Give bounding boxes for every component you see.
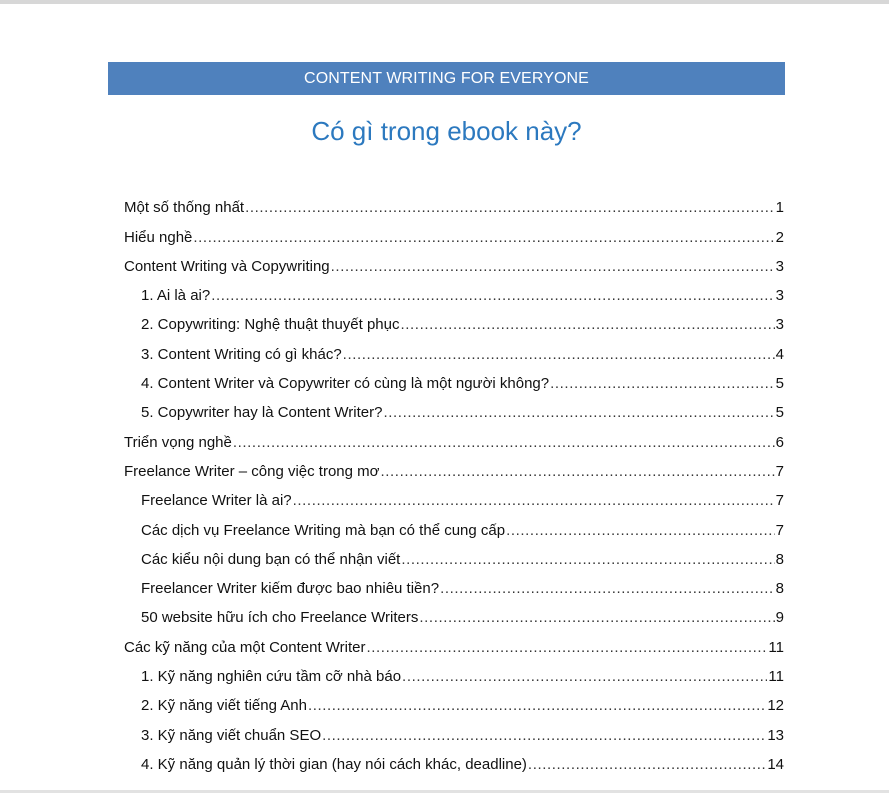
toc-entry-page: 5 [775, 404, 784, 422]
toc-entry-page: 4 [775, 345, 784, 363]
toc-leader-dots [506, 516, 775, 545]
toc-leader-dots [367, 633, 768, 662]
toc-leader-dots [245, 193, 775, 222]
toc-leader-dots [381, 457, 775, 486]
toc-leader-dots [293, 486, 775, 515]
toc-entry-page: 1 [775, 199, 784, 217]
toc-entry-page: 8 [775, 580, 784, 598]
toc-entry-title: Các kỹ năng của một Content Writer [124, 638, 366, 656]
toc-entry-title: 5. Copywriter hay là Content Writer? [141, 404, 383, 422]
toc-entry[interactable] [124, 574, 784, 603]
toc-entry-page: 7 [775, 462, 784, 480]
toc-entry-title: 1. Kỹ năng nghiên cứu tầm cỡ nhà báo [141, 668, 402, 686]
toc-entry-title: Freelance Writer – công việc trong mơ [124, 462, 380, 480]
toc-entry[interactable] [124, 339, 784, 368]
toc-entry-title: 4. Content Writer và Copywriter có cùng là một người không? [141, 375, 550, 393]
toc-entry-page: 3 [775, 257, 784, 275]
toc-entry[interactable] [124, 720, 784, 749]
toc-leader-dots [401, 545, 774, 574]
toc-leader-dots [322, 721, 766, 750]
toc-entry-page: 3 [775, 316, 784, 334]
toc-entry-page: 9 [775, 609, 784, 627]
toc-entry[interactable] [124, 603, 784, 632]
toc-entry-title: 4. Kỹ năng quản lý thời gian (hay nói cách khác, deadline) [141, 755, 527, 773]
toc-entry-page: 7 [775, 492, 784, 510]
toc-entry-title: 1. Ai là ai? [141, 287, 211, 305]
toc-entry-page: 11 [768, 668, 784, 686]
toc-entry-title: Hiểu nghề [124, 228, 193, 246]
toc-leader-dots [401, 310, 775, 339]
toc-entry[interactable] [124, 457, 784, 486]
toc-entry-page: 13 [767, 726, 784, 744]
toc-leader-dots [343, 340, 775, 369]
toc-entry-page: 6 [775, 433, 784, 451]
toc-leader-dots [384, 398, 775, 427]
toc-entry-title: Một số thống nhất [124, 199, 245, 217]
toc-entry[interactable] [124, 632, 784, 661]
toc-entry[interactable] [124, 281, 784, 310]
toc-entry-title: Freelance Writer là ai? [141, 492, 292, 510]
toc-entry[interactable] [124, 750, 784, 779]
toc-entry-page: 11 [768, 638, 784, 656]
toc-entry[interactable] [124, 398, 784, 427]
toc-entry-title: Freelancer Writer kiếm được bao nhiêu tiền? [141, 580, 440, 598]
toc-entry-title: Content Writing và Copywriting [124, 257, 330, 275]
toc-entry-title: Các kiểu nội dung bạn có thể nhận viết [141, 550, 401, 568]
toc-leader-dots [308, 691, 766, 720]
toc-leader-dots [419, 603, 774, 632]
toc-entry-page: 8 [775, 550, 784, 568]
toc-leader-dots [193, 223, 774, 252]
toc-entry[interactable] [124, 545, 784, 574]
toc-entry-title: Triển vọng nghề [124, 433, 232, 451]
toc-entry[interactable] [124, 369, 784, 398]
toc-entry[interactable] [124, 310, 784, 339]
table-of-contents [124, 193, 784, 793]
toc-entry[interactable] [124, 691, 784, 720]
toc-leader-dots [331, 252, 775, 281]
toc-entry[interactable] [124, 515, 784, 544]
toc-leader-dots [550, 369, 775, 398]
toc-entry-title: 3. Content Writing có gì khác? [141, 345, 342, 363]
toc-entry-page: 5 [775, 375, 784, 393]
toc-entry-title: 2. Copywriting: Nghệ thuật thuyết phục [141, 316, 400, 334]
toc-entry-page: 12 [767, 697, 784, 715]
toc-entry-title: 2. Kỹ năng viết tiếng Anh [141, 697, 307, 715]
toc-leader-dots [528, 750, 766, 779]
toc-entry[interactable] [124, 427, 784, 456]
toc-entry-page: 14 [767, 755, 784, 773]
toc-leader-dots [402, 662, 767, 691]
toc-entry-page: 7 [775, 521, 784, 539]
page-title: Có gì trong ebook này? [311, 116, 582, 146]
toc-entry[interactable] [124, 486, 784, 515]
toc-entry[interactable] [124, 662, 784, 691]
toc-entry[interactable] [124, 222, 784, 251]
toc-entry-page: 3 [775, 287, 784, 305]
toc-leader-dots [211, 281, 774, 310]
toc-entry[interactable] [124, 193, 784, 222]
toc-entry-title: 3. Kỹ năng viết chuẩn SEO [141, 726, 322, 744]
toc-entry-title: 50 website hữu ích cho Freelance Writers [141, 609, 419, 627]
toc-leader-dots [233, 428, 775, 457]
toc-entry-title: Các dịch vụ Freelance Writing mà bạn có thể cung cấp [141, 521, 506, 539]
toc-leader-dots [440, 574, 775, 603]
toc-entry[interactable] [124, 252, 784, 281]
toc-entry-page: 2 [775, 228, 784, 246]
top-border [0, 0, 889, 4]
header-banner: CONTENT WRITING FOR EVERYONE [108, 62, 785, 95]
